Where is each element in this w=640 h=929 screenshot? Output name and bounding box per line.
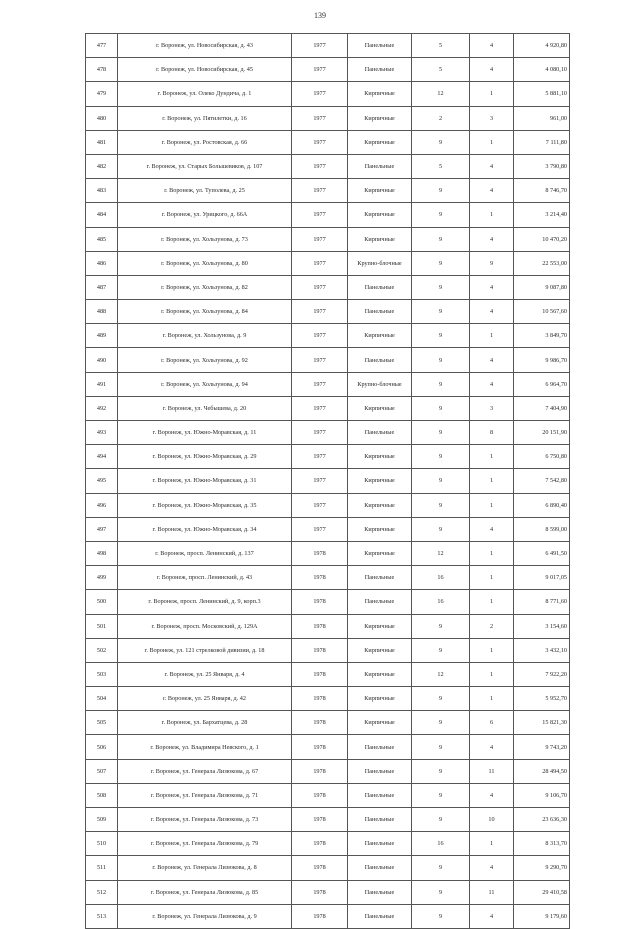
address-cell: г. Воронеж, ул. Южно-Моравская, д. 31 [118,469,292,493]
entrances-cell: 4 [470,58,514,82]
material-cell: Панельные [348,58,412,82]
area-cell: 7 404,90 [514,396,570,420]
area-cell: 9 087,80 [514,275,570,299]
row-number: 499 [86,566,118,590]
year-cell: 1977 [292,517,348,541]
material-cell: Панельные [348,154,412,178]
row-number: 481 [86,130,118,154]
floors-cell: 9 [412,300,470,324]
address-cell: г. Воронеж, ул. Генерала Лизюкова, д. 9 [118,904,292,928]
area-cell: 9 986,70 [514,348,570,372]
entrances-cell: 4 [470,856,514,880]
year-cell: 1978 [292,880,348,904]
row-number: 482 [86,154,118,178]
material-cell: Кирпичные [348,203,412,227]
table-row [86,106,570,130]
address-cell: г. Воронеж, ул. Генерала Лизюкова, д. 79 [118,832,292,856]
table-row [86,904,570,928]
material-cell: Крупно-блочные [348,372,412,396]
area-cell: 3 154,60 [514,614,570,638]
year-cell: 1978 [292,541,348,565]
area-cell: 9 106,70 [514,783,570,807]
row-number: 479 [86,82,118,106]
address-cell: г. Воронеж, ул. Южно-Моравская, д. 35 [118,493,292,517]
year-cell: 1977 [292,203,348,227]
floors-cell: 9 [412,759,470,783]
area-cell: 4 080,10 [514,58,570,82]
address-cell: г. Воронеж, ул. Хользунова, д. 94 [118,372,292,396]
floors-cell: 12 [412,541,470,565]
table-row [86,566,570,590]
entrances-cell: 1 [470,493,514,517]
row-number: 480 [86,106,118,130]
floors-cell: 9 [412,275,470,299]
floors-cell: 9 [412,324,470,348]
address-cell: г. Воронеж, ул. Хользунова, д. 9 [118,324,292,348]
area-cell: 15 821,30 [514,711,570,735]
floors-cell: 16 [412,832,470,856]
area-cell: 29 410,58 [514,880,570,904]
table-row [86,179,570,203]
table-row [86,372,570,396]
entrances-cell: 1 [470,130,514,154]
year-cell: 1977 [292,396,348,420]
year-cell: 1977 [292,251,348,275]
row-number: 478 [86,58,118,82]
material-cell: Кирпичные [348,687,412,711]
entrances-cell: 10 [470,808,514,832]
material-cell: Панельные [348,566,412,590]
row-number: 498 [86,541,118,565]
address-cell: г. Воронеж, ул. Урицкого, д. 66А [118,203,292,227]
address-cell: г. Воронеж, ул. Генерала Лизюкова, д. 71 [118,783,292,807]
entrances-cell: 3 [470,396,514,420]
row-number: 486 [86,251,118,275]
address-cell: г. Воронеж, ул. Новосибирская, д. 45 [118,58,292,82]
row-number: 487 [86,275,118,299]
floors-cell: 9 [412,469,470,493]
table-row [86,735,570,759]
floors-cell: 9 [412,735,470,759]
area-cell: 10 470,20 [514,227,570,251]
table-row [86,832,570,856]
floors-cell: 9 [412,904,470,928]
table-row [86,396,570,420]
table-row [86,82,570,106]
address-cell: г. Воронеж, ул. Новосибирская, д. 43 [118,34,292,58]
year-cell: 1978 [292,590,348,614]
entrances-cell: 1 [470,638,514,662]
material-cell: Кирпичные [348,469,412,493]
area-cell: 3 849,70 [514,324,570,348]
material-cell: Кирпичные [348,82,412,106]
table-row [86,227,570,251]
floors-cell: 12 [412,82,470,106]
floors-cell: 9 [412,638,470,662]
year-cell: 1978 [292,566,348,590]
floors-cell: 16 [412,566,470,590]
entrances-cell: 4 [470,904,514,928]
row-number: 493 [86,421,118,445]
material-cell: Панельные [348,421,412,445]
floors-cell: 9 [412,856,470,880]
material-cell: Кирпичные [348,324,412,348]
row-number: 512 [86,880,118,904]
row-number: 496 [86,493,118,517]
table-row [86,711,570,735]
material-cell: Кирпичные [348,517,412,541]
area-cell: 4 920,80 [514,34,570,58]
address-cell: г. Воронеж, ул. Туполева, д. 25 [118,179,292,203]
material-cell: Панельные [348,590,412,614]
entrances-cell: 11 [470,759,514,783]
area-cell: 7 111,80 [514,130,570,154]
floors-cell: 9 [412,348,470,372]
row-number: 501 [86,614,118,638]
row-number: 492 [86,396,118,420]
row-number: 495 [86,469,118,493]
entrances-cell: 4 [470,275,514,299]
material-cell: Крупно-блочные [348,251,412,275]
table-row [86,275,570,299]
table-row [86,300,570,324]
row-number: 490 [86,348,118,372]
entrances-cell: 8 [470,421,514,445]
floors-cell: 9 [412,396,470,420]
floors-cell: 16 [412,590,470,614]
row-number: 508 [86,783,118,807]
year-cell: 1978 [292,638,348,662]
area-cell: 7 922,20 [514,662,570,686]
floors-cell: 2 [412,106,470,130]
floors-cell: 12 [412,662,470,686]
address-cell: г. Воронеж, просп. Московский, д. 129А [118,614,292,638]
row-number: 504 [86,687,118,711]
material-cell: Кирпичные [348,541,412,565]
year-cell: 1978 [292,856,348,880]
area-cell: 9 290,70 [514,856,570,880]
area-cell: 6 890,40 [514,493,570,517]
table-row [86,469,570,493]
row-number: 491 [86,372,118,396]
address-cell: г. Воронеж, просп. Ленинский, д. 137 [118,541,292,565]
year-cell: 1978 [292,808,348,832]
area-cell: 20 151,90 [514,421,570,445]
floors-cell: 9 [412,711,470,735]
material-cell: Кирпичные [348,493,412,517]
floors-cell: 5 [412,154,470,178]
table-row [86,759,570,783]
floors-cell: 9 [412,783,470,807]
year-cell: 1977 [292,445,348,469]
area-cell: 8 771,60 [514,590,570,614]
material-cell: Панельные [348,348,412,372]
row-number: 502 [86,638,118,662]
floors-cell: 9 [412,421,470,445]
year-cell: 1978 [292,614,348,638]
area-cell: 8 599,00 [514,517,570,541]
material-cell: Кирпичные [348,106,412,130]
table-row [86,203,570,227]
year-cell: 1977 [292,421,348,445]
year-cell: 1977 [292,179,348,203]
area-cell: 28 494,50 [514,759,570,783]
material-cell: Кирпичные [348,662,412,686]
entrances-cell: 4 [470,179,514,203]
material-cell: Панельные [348,880,412,904]
row-number: 510 [86,832,118,856]
entrances-cell: 4 [470,34,514,58]
entrances-cell: 4 [470,735,514,759]
table-row [86,445,570,469]
floors-cell: 9 [412,808,470,832]
entrances-cell: 1 [470,445,514,469]
area-cell: 6 750,80 [514,445,570,469]
area-cell: 22 553,00 [514,251,570,275]
material-cell: Кирпичные [348,179,412,203]
area-cell: 3 790,80 [514,154,570,178]
entrances-cell: 1 [470,687,514,711]
material-cell: Панельные [348,856,412,880]
row-number: 507 [86,759,118,783]
entrances-cell: 4 [470,783,514,807]
year-cell: 1977 [292,493,348,517]
year-cell: 1978 [292,662,348,686]
address-cell: г. Воронеж, ул. Генерала Лизюкова, д. 67 [118,759,292,783]
year-cell: 1978 [292,832,348,856]
entrances-cell: 1 [470,541,514,565]
area-cell: 6 964,70 [514,372,570,396]
address-cell: г. Воронеж, ул. Чебышева, д. 20 [118,396,292,420]
material-cell: Кирпичные [348,614,412,638]
year-cell: 1977 [292,34,348,58]
area-cell: 10 567,60 [514,300,570,324]
table-row [86,856,570,880]
material-cell: Панельные [348,808,412,832]
year-cell: 1977 [292,58,348,82]
year-cell: 1977 [292,469,348,493]
year-cell: 1978 [292,783,348,807]
address-cell: г. Воронеж, ул. 25 Января, д. 4 [118,662,292,686]
area-cell: 7 542,80 [514,469,570,493]
table-row [86,880,570,904]
row-number: 505 [86,711,118,735]
entrances-cell: 4 [470,372,514,396]
material-cell: Кирпичные [348,130,412,154]
address-cell: г. Воронеж, просп. Ленинский, д. 43 [118,566,292,590]
table-body [86,34,570,929]
table-row [86,58,570,82]
floors-cell: 9 [412,251,470,275]
floors-cell: 9 [412,493,470,517]
row-number: 503 [86,662,118,686]
material-cell: Кирпичные [348,711,412,735]
table-row [86,541,570,565]
entrances-cell: 1 [470,203,514,227]
entrances-cell: 4 [470,517,514,541]
address-cell: г. Воронеж, ул. 121 стрелковой дивизии, д. 18 [118,638,292,662]
page-number: 139 [314,11,326,20]
row-number: 509 [86,808,118,832]
address-cell: г. Воронеж, ул. Пятилетки, д. 16 [118,106,292,130]
material-cell: Панельные [348,904,412,928]
row-number: 477 [86,34,118,58]
year-cell: 1977 [292,106,348,130]
year-cell: 1977 [292,130,348,154]
area-cell: 9 017,05 [514,566,570,590]
area-cell: 9 743,20 [514,735,570,759]
area-cell: 5 952,70 [514,687,570,711]
floors-cell: 9 [412,203,470,227]
address-cell: г. Воронеж, ул. Хользунова, д. 73 [118,227,292,251]
entrances-cell: 1 [470,82,514,106]
floors-cell: 9 [412,517,470,541]
table-row [86,783,570,807]
area-cell: 961,00 [514,106,570,130]
table-row [86,421,570,445]
area-cell: 8 313,70 [514,832,570,856]
address-cell: г. Воронеж, ул. Южно-Моравская, д. 34 [118,517,292,541]
floors-cell: 9 [412,687,470,711]
table-row [86,493,570,517]
table-row [86,687,570,711]
area-cell: 3 214,40 [514,203,570,227]
table-row [86,324,570,348]
area-cell: 3 432,10 [514,638,570,662]
year-cell: 1978 [292,735,348,759]
row-number: 513 [86,904,118,928]
floors-cell: 5 [412,34,470,58]
address-cell: г. Воронеж, ул. Бархатцева, д. 28 [118,711,292,735]
area-cell: 5 881,10 [514,82,570,106]
table-row [86,251,570,275]
entrances-cell: 11 [470,880,514,904]
address-cell: г. Воронеж, ул. Южно-Моравская, д. 29 [118,445,292,469]
entrances-cell: 4 [470,300,514,324]
material-cell: Кирпичные [348,227,412,251]
address-cell: г. Воронеж, ул. Хользунова, д. 80 [118,251,292,275]
floors-cell: 5 [412,58,470,82]
floors-cell: 9 [412,372,470,396]
row-number: 494 [86,445,118,469]
address-cell: г. Воронеж, ул. Старых Большевиков, д. 107 [118,154,292,178]
area-cell: 6 491,50 [514,541,570,565]
table-row [86,590,570,614]
table-row [86,34,570,58]
entrances-cell: 2 [470,614,514,638]
material-cell: Панельные [348,832,412,856]
address-cell: г. Воронеж, ул. Генерала Лизюкова, д. 85 [118,880,292,904]
address-cell: г. Воронеж, ул. Владимира Невского, д. 1 [118,735,292,759]
address-cell: г. Воронеж, ул. 25 Января, д. 42 [118,687,292,711]
floors-cell: 9 [412,614,470,638]
row-number: 511 [86,856,118,880]
year-cell: 1977 [292,154,348,178]
address-cell: г. Воронеж, ул. Олеко Дундича, д. 1 [118,82,292,106]
entrances-cell: 4 [470,227,514,251]
row-number: 506 [86,735,118,759]
address-cell: г. Воронеж, ул. Хользунова, д. 82 [118,275,292,299]
row-number: 485 [86,227,118,251]
row-number: 489 [86,324,118,348]
address-cell: г. Воронеж, ул. Генерала Лизюкова, д. 73 [118,808,292,832]
housing-table [85,33,570,929]
year-cell: 1977 [292,348,348,372]
floors-cell: 9 [412,445,470,469]
entrances-cell: 4 [470,154,514,178]
year-cell: 1977 [292,300,348,324]
floors-cell: 9 [412,227,470,251]
material-cell: Кирпичные [348,445,412,469]
address-cell: г. Воронеж, ул. Хользунова, д. 84 [118,300,292,324]
year-cell: 1978 [292,687,348,711]
table-row [86,154,570,178]
floors-cell: 9 [412,880,470,904]
row-number: 484 [86,203,118,227]
material-cell: Кирпичные [348,396,412,420]
year-cell: 1977 [292,82,348,106]
entrances-cell: 1 [470,590,514,614]
year-cell: 1977 [292,227,348,251]
entrances-cell: 1 [470,469,514,493]
material-cell: Панельные [348,759,412,783]
address-cell: г. Воронеж, ул. Генерала Лизюкова, д. 8 [118,856,292,880]
table-row [86,662,570,686]
area-cell: 9 179,60 [514,904,570,928]
entrances-cell: 6 [470,711,514,735]
entrances-cell: 1 [470,566,514,590]
table-row [86,130,570,154]
row-number: 483 [86,179,118,203]
entrances-cell: 4 [470,348,514,372]
entrances-cell: 3 [470,106,514,130]
year-cell: 1977 [292,275,348,299]
material-cell: Панельные [348,275,412,299]
entrances-cell: 9 [470,251,514,275]
table-row [86,348,570,372]
entrances-cell: 1 [470,832,514,856]
material-cell: Панельные [348,783,412,807]
year-cell: 1978 [292,759,348,783]
address-cell: г. Воронеж, ул. Южно-Моравская, д. 11 [118,421,292,445]
area-cell: 23 636,30 [514,808,570,832]
year-cell: 1978 [292,904,348,928]
area-cell: 8 746,70 [514,179,570,203]
floors-cell: 9 [412,179,470,203]
material-cell: Панельные [348,34,412,58]
row-number: 488 [86,300,118,324]
entrances-cell: 1 [470,324,514,348]
year-cell: 1978 [292,711,348,735]
material-cell: Панельные [348,735,412,759]
year-cell: 1977 [292,372,348,396]
address-cell: г. Воронеж, ул. Хользунова, д. 92 [118,348,292,372]
entrances-cell: 1 [470,662,514,686]
table-row [86,614,570,638]
year-cell: 1977 [292,324,348,348]
row-number: 497 [86,517,118,541]
table-row [86,808,570,832]
material-cell: Панельные [348,300,412,324]
row-number: 500 [86,590,118,614]
material-cell: Кирпичные [348,638,412,662]
table-row [86,517,570,541]
address-cell: г. Воронеж, ул. Ростовская, д. 66 [118,130,292,154]
address-cell: г. Воронеж, просп. Ленинский, д. 9, корп.3 [118,590,292,614]
table-row [86,638,570,662]
floors-cell: 9 [412,130,470,154]
